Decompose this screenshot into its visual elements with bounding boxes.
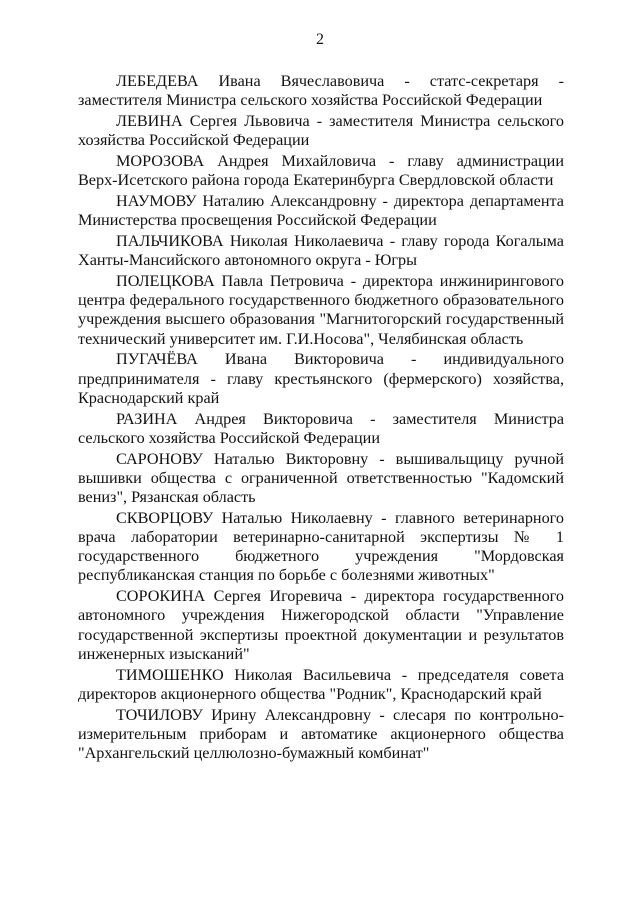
entry-line: Верх-Исетского района города Екатеринбурга Свердловской области xyxy=(78,171,554,190)
page-number: 2 xyxy=(316,31,324,48)
entry-line: ТОЧИЛОВУ Ирину Александровну - слесаря по контрольно- xyxy=(116,705,564,724)
entry-line: ПОЛЕЦКОВА Павла Петровича - директора инжинирингового xyxy=(116,272,564,290)
entry-line: инженерных изысканий" xyxy=(78,644,250,663)
entry-line: ЛЕВИНА Сергея Львовича - заместителя Министра сельского xyxy=(116,112,564,130)
award-entry-morozov xyxy=(78,152,564,190)
entry-line: государственной экспертизы проектной документации и результатов xyxy=(78,625,564,644)
award-entry-sorokin xyxy=(78,587,564,664)
entry-line: СОРОКИНА Сергея Игоревича - директора государственного xyxy=(116,587,564,606)
award-entry-lebedev xyxy=(78,72,564,110)
entry-line: государственного бюджетного учреждения "Мордовская xyxy=(78,547,564,566)
award-entry-poletskov xyxy=(78,272,564,349)
entry-line: СКВОРЦОВУ Наталью Николаевну - главного ветеринарного xyxy=(116,508,564,527)
entry-line: предпринимателя - главу крестьянского (фермерского) хозяйства, xyxy=(78,369,564,388)
entry-line: НАУМОВУ Наталию Александровну - директора департамента xyxy=(116,192,564,210)
award-entry-naumova xyxy=(78,192,564,230)
entry-line: сельского хозяйства Российской Федерации xyxy=(78,428,380,447)
entry-line: ЛЕБЕДЕВА Ивана Вячеславовича - статс-секретаря - xyxy=(116,72,564,90)
entry-line: вениз", Рязанская область xyxy=(78,488,256,507)
entry-line: технический университет им. Г.И.Носова", Челябинская область xyxy=(78,329,524,348)
award-entry-timoshenko xyxy=(78,666,564,704)
award-list xyxy=(78,72,564,765)
award-entry-tochilova xyxy=(78,706,564,764)
entry-line: вышивки общества с ограниченной ответственностью "Кадомский xyxy=(78,468,564,487)
entry-line: Министерства просвещения Российской Федерации xyxy=(78,211,437,230)
entry-line: МОРОЗОВА Андрея Михайловича - главу администрации xyxy=(116,152,564,170)
entry-line: учреждения высшего образования "Магнитогорский государственный xyxy=(78,310,564,329)
award-entry-skvortsova xyxy=(78,509,564,586)
entry-line: ПУГАЧЁВА Ивана Викторовича - индивидуального xyxy=(116,350,564,369)
award-entry-saronova xyxy=(78,450,564,508)
entry-line: заместителя Министра сельского хозяйства Российской Федерации xyxy=(78,91,543,110)
entry-line: республиканская станция по борьбе с болезнями животных" xyxy=(78,566,495,585)
entry-line: автономного учреждения Нижегородской области "Управление xyxy=(78,606,564,625)
award-entry-razin xyxy=(78,410,564,448)
award-entry-palchikov xyxy=(78,232,564,270)
entry-line: ПАЛЬЧИКОВА Николая Николаевича - главу города Когалыма xyxy=(116,232,564,250)
award-entry-pugachev xyxy=(78,350,564,408)
entry-line: измерительным приборам и автоматике акционерного общества xyxy=(78,724,564,743)
entry-line: Ханты-Мансийского автономного округа - Югры xyxy=(78,251,418,270)
entry-line: "Архангельский целлюлозно-бумажный комбинат" xyxy=(78,744,430,763)
entry-line: директоров акционерного общества "Родник", Краснодарский край xyxy=(78,684,542,703)
entry-line: хозяйства Российской Федерации xyxy=(78,131,310,150)
entry-line: ТИМОШЕНКО Николая Васильевича - председателя совета xyxy=(116,665,564,684)
entry-line: врача лаборатории ветеринарно-санитарной экспертизы № 1 xyxy=(78,528,564,547)
entry-line: Краснодарский край xyxy=(78,388,220,407)
award-entry-levin xyxy=(78,112,564,150)
entry-line: центра федерального государственного бюджетного образовательного xyxy=(78,291,564,310)
entry-line: РАЗИНА Андрея Викторовича - заместителя Министра xyxy=(116,409,564,428)
entry-line: САРОНОВУ Наталью Викторовну - вышивальщицу ручной xyxy=(116,449,564,468)
